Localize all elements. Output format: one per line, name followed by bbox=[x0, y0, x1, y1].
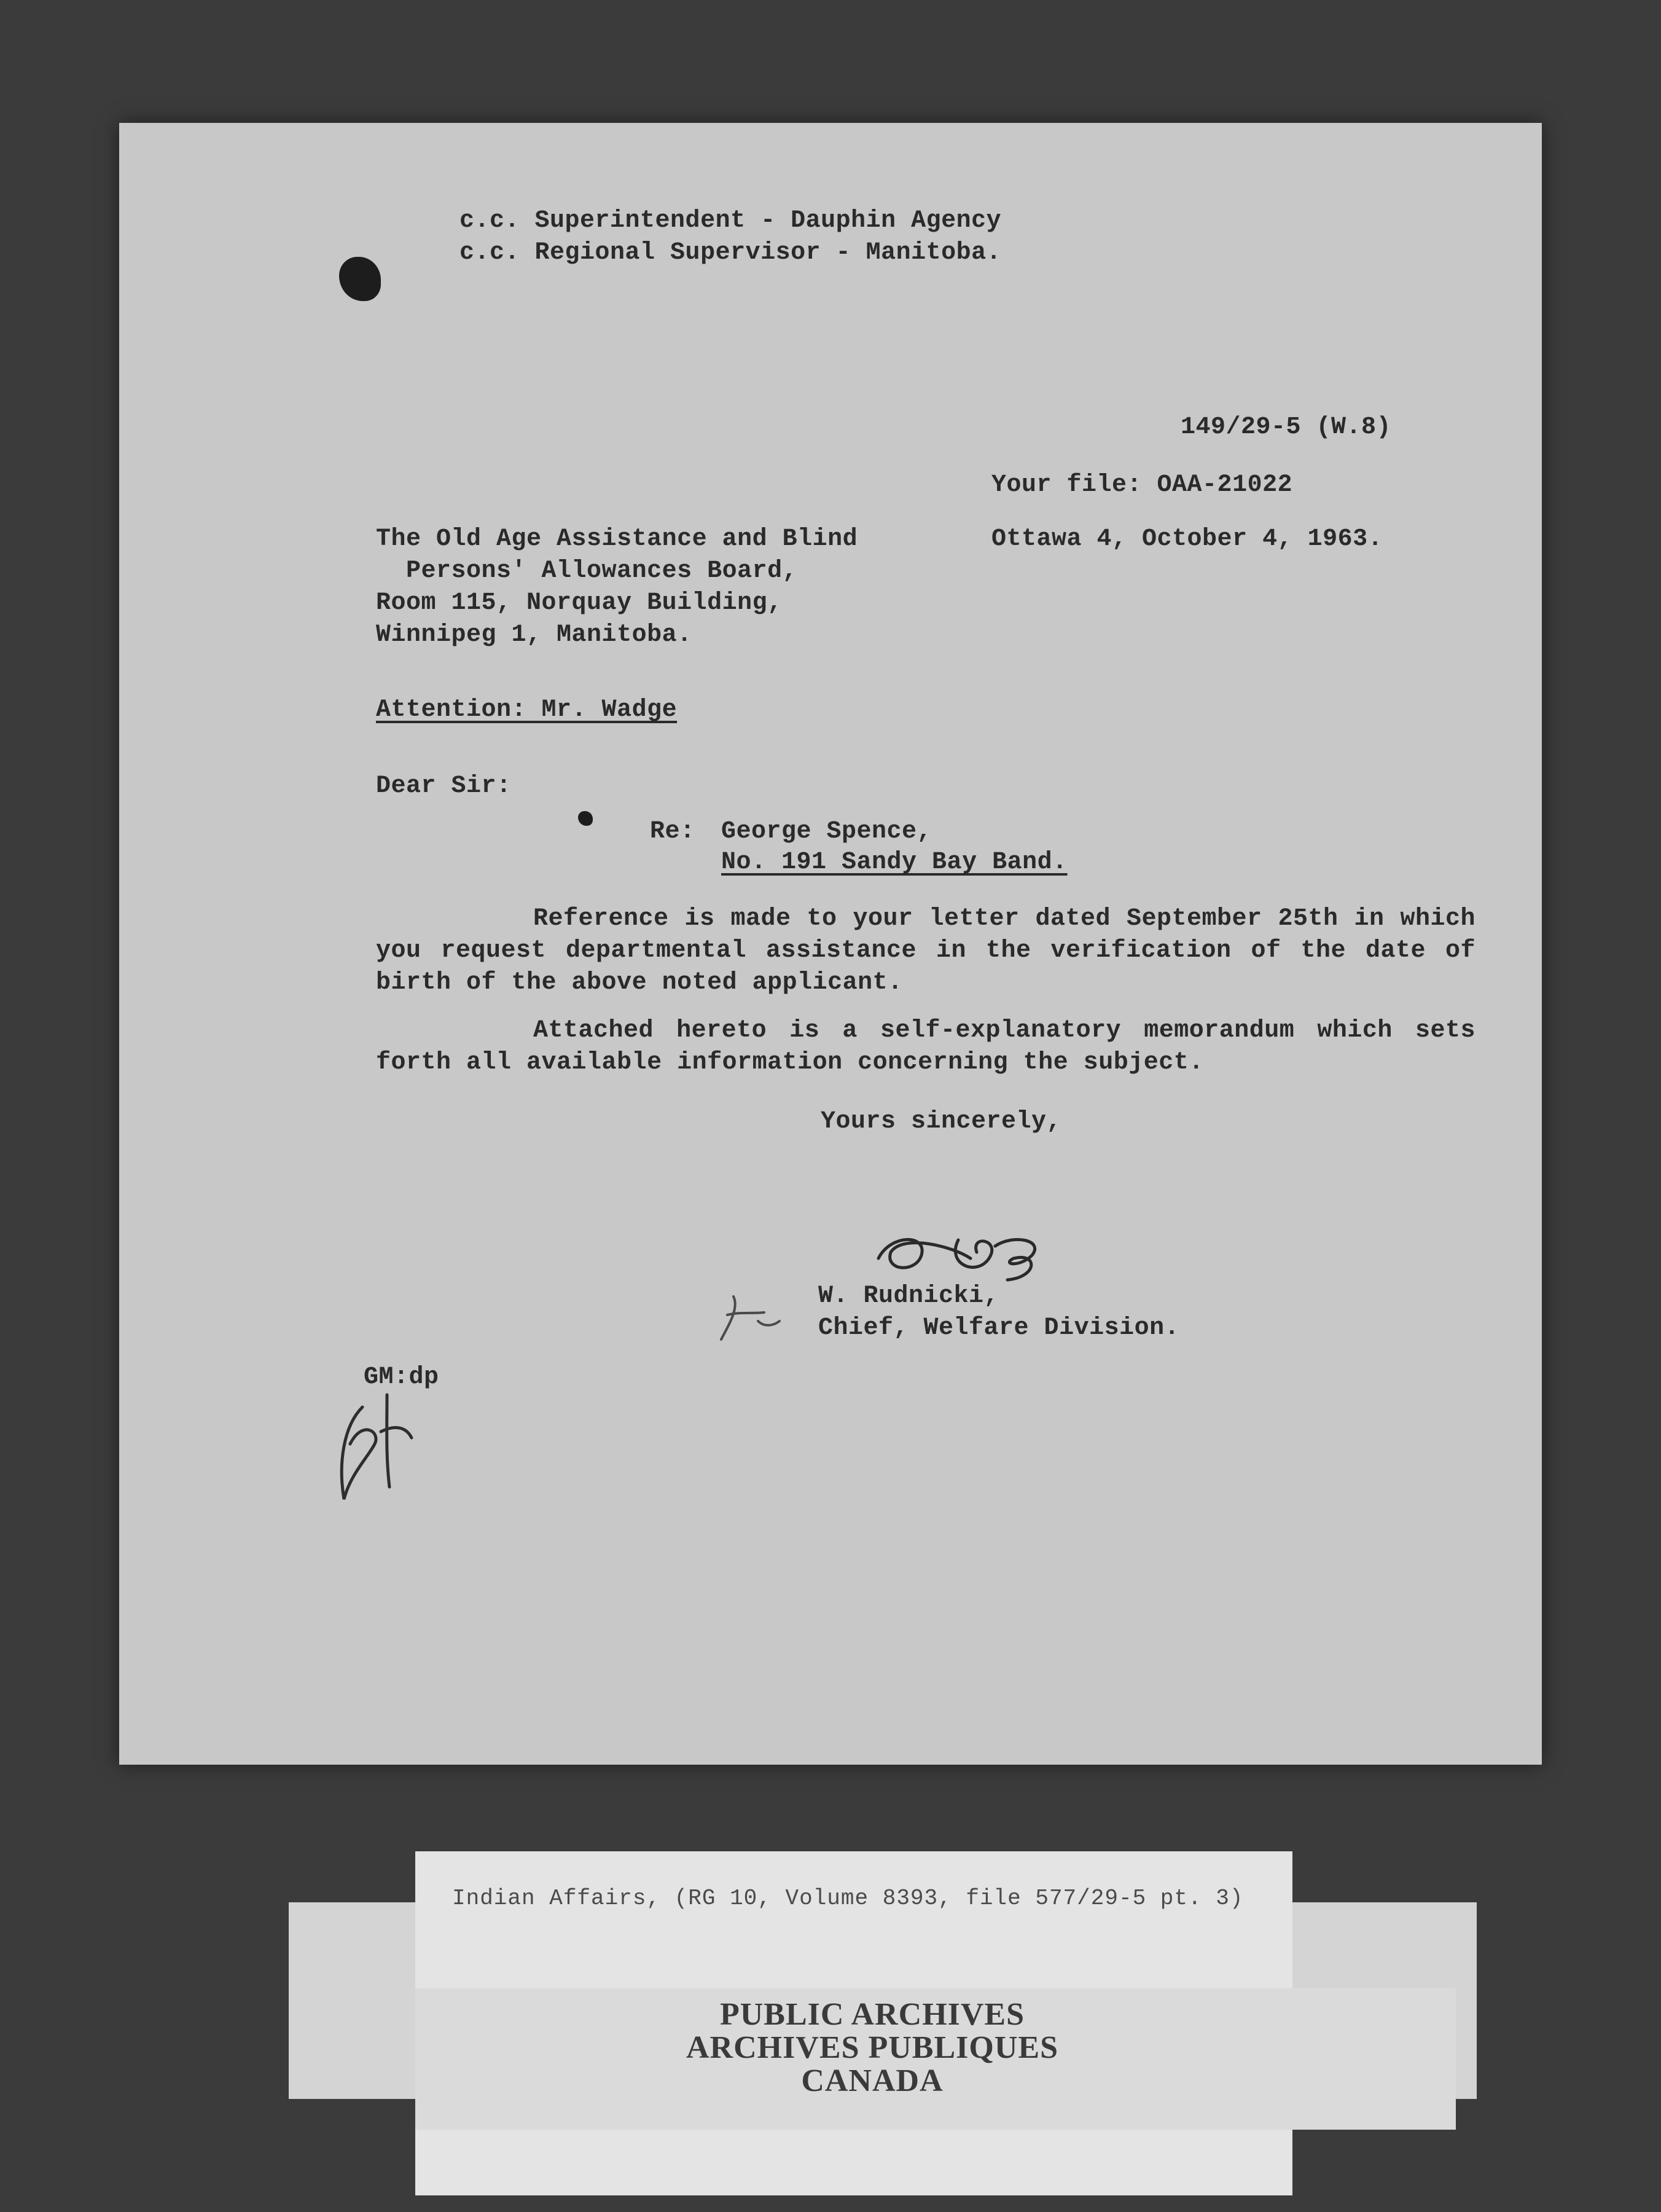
cc-line-1: c.c. Superintendent - Dauphin Agency bbox=[459, 207, 1002, 235]
signature-mark bbox=[715, 1290, 789, 1349]
signer-title: Chief, Welfare Division. bbox=[818, 1314, 1180, 1342]
paragraph-1: Reference is made to your letter dated September 25th in which you request departmental assistance in the verification of the date of birth of the above noted applicant. bbox=[376, 905, 1475, 997]
closing: Yours sincerely, bbox=[821, 1108, 1062, 1135]
archives-stamp bbox=[620, 1998, 1124, 2098]
ink-spot bbox=[578, 811, 593, 826]
stamp-line-1: PUBLIC ARCHIVES bbox=[719, 1997, 1025, 2032]
re-band: No. 191 Sandy Bay Band. bbox=[721, 849, 1068, 876]
re-label: Re: bbox=[650, 818, 695, 845]
paragraph-2: Attached hereto is a self-explanatory memorandum which sets forth all available information concerning the subject. bbox=[376, 1017, 1475, 1077]
address-line-3: Room 115, Norquay Building, bbox=[376, 589, 783, 617]
signer-name: W. Rudnicki, bbox=[818, 1282, 999, 1310]
file-reference: 149/29-5 (W.8) bbox=[1181, 414, 1392, 441]
salutation: Dear Sir: bbox=[376, 772, 512, 800]
address-line-1: The Old Age Assistance and Blind bbox=[376, 525, 858, 553]
typist-initials: GM:dp bbox=[364, 1363, 439, 1391]
stamp-line-3: CANADA bbox=[801, 2063, 944, 2098]
archive-reference: Indian Affairs, (RG 10, Volume 8393, file 577/29-5 pt. 3) bbox=[452, 1886, 1244, 1911]
attention-line: Attention: Mr. Wadge bbox=[376, 696, 678, 724]
handwritten-initials bbox=[326, 1382, 424, 1515]
address-line-2: Persons' Allowances Board, bbox=[376, 557, 798, 585]
ink-blot bbox=[339, 257, 381, 301]
your-file: Your file: OAA-21022 bbox=[991, 471, 1293, 499]
letter-page bbox=[119, 123, 1542, 1765]
stamp-line-2: ARCHIVES PUBLIQUES bbox=[686, 2030, 1059, 2065]
address-line-4: Winnipeg 1, Manitoba. bbox=[376, 621, 692, 649]
cc-line-2: c.c. Regional Supervisor - Manitoba. bbox=[459, 239, 1002, 267]
re-name: George Spence, bbox=[721, 818, 932, 845]
archive-tape-left bbox=[289, 1902, 436, 2099]
letter-date: Ottawa 4, October 4, 1963. bbox=[991, 525, 1383, 553]
